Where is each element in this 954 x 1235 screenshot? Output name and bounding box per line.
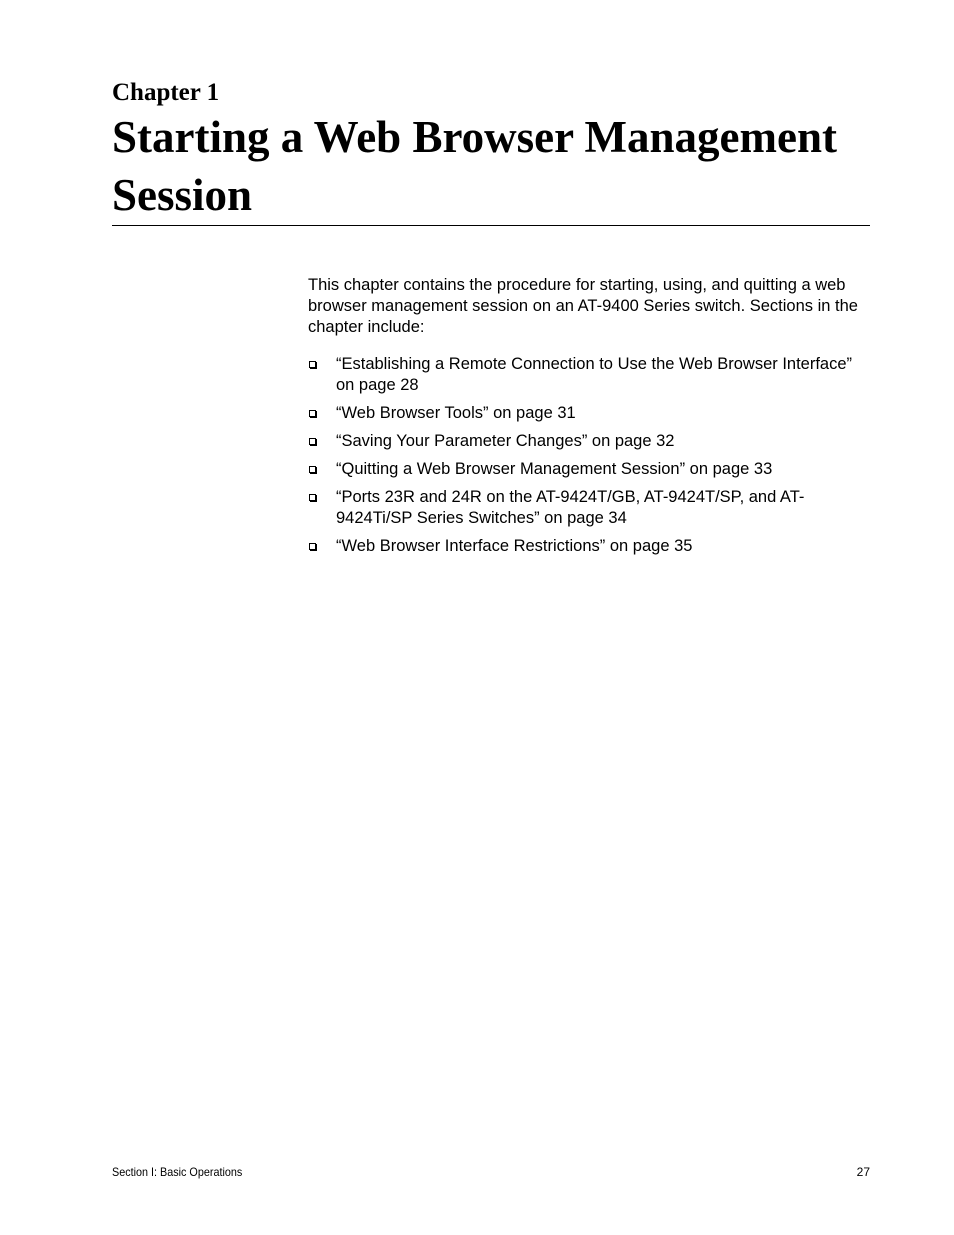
list-item bbox=[308, 403, 873, 424]
list-item-text: “Quitting a Web Browser Management Session” on page 33 bbox=[336, 460, 773, 478]
section-list bbox=[308, 354, 873, 557]
checkbox-square-icon bbox=[309, 438, 316, 445]
list-item-text: “Web Browser Interface Restrictions” on page 35 bbox=[336, 537, 693, 555]
chapter-label: Chapter 1 bbox=[112, 79, 220, 106]
list-item bbox=[308, 354, 873, 396]
footer-section-name: Section I: Basic Operations bbox=[112, 1165, 243, 1179]
list-item bbox=[308, 536, 873, 557]
checkbox-square-icon bbox=[309, 410, 316, 417]
list-item bbox=[308, 487, 873, 529]
chapter-title: Starting a Web Browser Management Session bbox=[112, 112, 837, 220]
checkbox-square-icon bbox=[309, 494, 316, 501]
list-item bbox=[308, 459, 873, 480]
list-item-text: “Establishing a Remote Connection to Use the Web Browser Interface” on page 28 bbox=[336, 355, 853, 394]
footer-page-number: 27 bbox=[856, 1165, 870, 1179]
list-item-text: “Ports 23R and 24R on the AT-9424T/GB, AT-9424T/SP, and AT-9424Ti/SP Series Switches” on page 34 bbox=[336, 488, 805, 527]
checkbox-square-icon bbox=[309, 466, 316, 473]
list-item-text: “Saving Your Parameter Changes” on page 32 bbox=[336, 432, 675, 450]
checkbox-square-icon bbox=[309, 361, 316, 368]
checkbox-square-icon bbox=[309, 543, 316, 550]
title-divider bbox=[112, 225, 870, 226]
list-item-text: “Web Browser Tools” on page 31 bbox=[336, 404, 576, 422]
intro-paragraph: This chapter contains the procedure for starting, using, and quitting a web browser management session on an AT-9400 Series switch. Sections in the chapter include: bbox=[308, 276, 858, 336]
list-item bbox=[308, 431, 873, 452]
chapter-body bbox=[308, 275, 873, 564]
